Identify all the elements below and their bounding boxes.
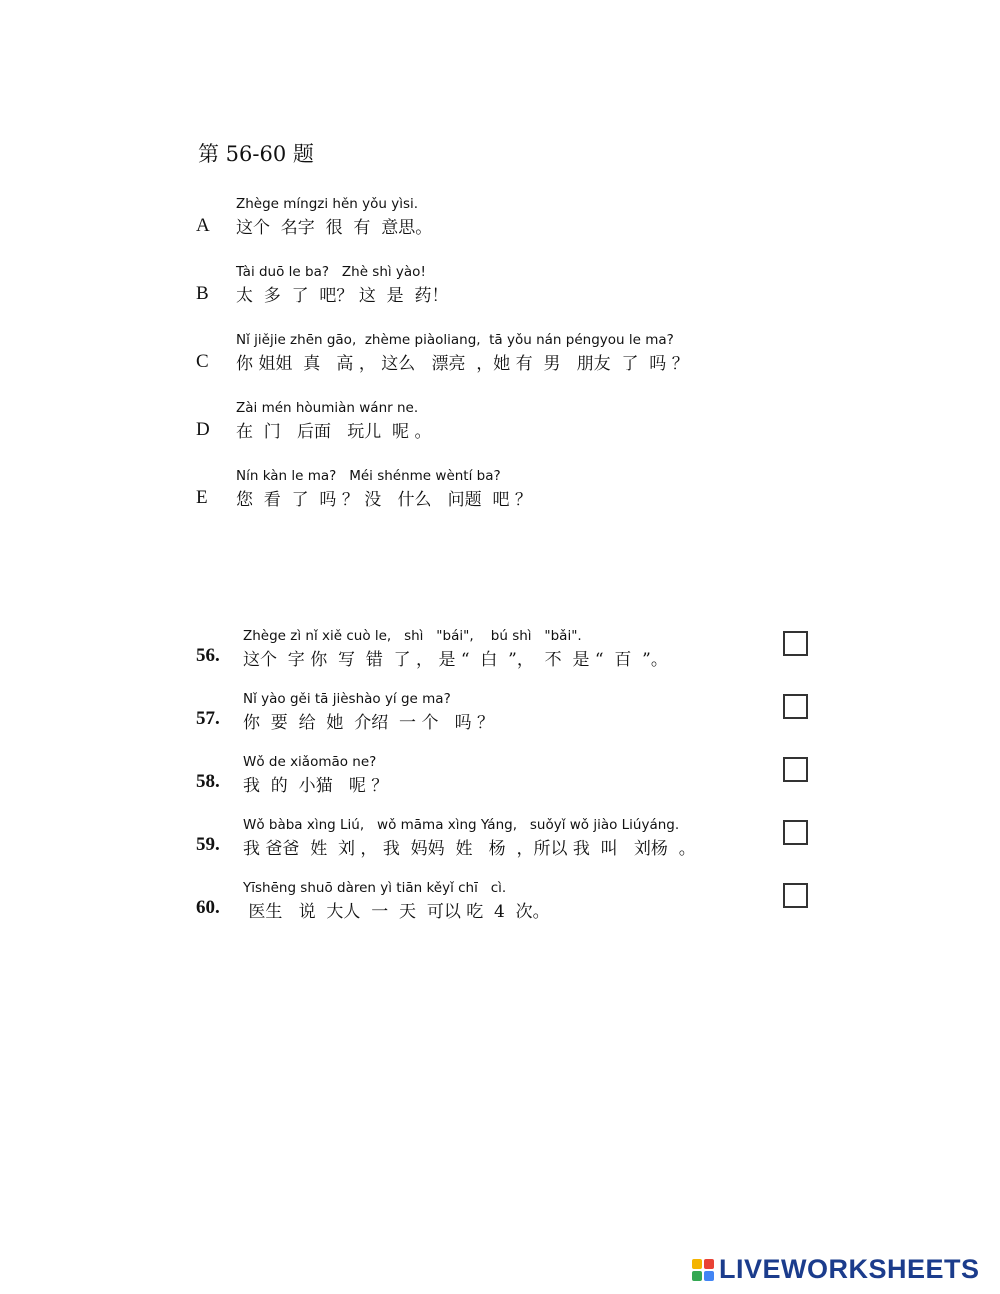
question-hanzi: 你 要 给 她 介绍 一 个 吗 ？ xyxy=(243,713,495,733)
option-hanzi: 太 多 了 吧？ 这 是 药！ xyxy=(236,286,449,306)
question-number: 56. xyxy=(196,645,220,666)
question-59 xyxy=(196,817,816,861)
option-pinyin: Zài mén hòumiàn wánr ne. xyxy=(236,400,419,416)
logo-square-3 xyxy=(692,1271,702,1281)
question-hanzi: 我 爸爸 姓 刘 ， 我 妈妈 姓 杨 ，所以 我 叫 刘杨 。 xyxy=(243,839,696,859)
option-letter: A xyxy=(196,215,210,236)
answer-box-56[interactable] xyxy=(783,631,808,656)
question-pinyin: Zhège zì nǐ xiě cuò le, shì "bái", bú shì "bǎi". xyxy=(243,628,582,644)
option-pinyin: Zhège míngzi hěn yǒu yìsi. xyxy=(236,196,419,212)
liveworksheets-logo-icon xyxy=(692,1259,714,1281)
question-57 xyxy=(196,691,816,735)
option-hanzi: 在 门 后面 玩儿 呢 。 xyxy=(236,422,432,442)
option-pinyin: Nǐ jiějie zhēn gāo, zhème piàoliang, tā yǒu nán péngyou le ma? xyxy=(236,332,674,348)
question-pinyin: Yīshēng shuō dàren yì tiān kěyǐ chī cì. xyxy=(243,880,507,896)
question-hanzi: 医生 说 大人 一 天 可以 吃 4 次。 xyxy=(243,902,550,922)
question-number: 57. xyxy=(196,708,220,729)
option-hanzi: 你 姐姐 真 高 ， 这么 漂亮 ，她 有 男 朋友 了 吗 ？ xyxy=(236,354,689,374)
answer-box-58[interactable] xyxy=(783,757,808,782)
logo-square-2 xyxy=(704,1259,714,1269)
option-letter: E xyxy=(196,487,208,508)
question-number: 58. xyxy=(196,771,220,792)
question-pinyin: Wǒ de xiǎomāo ne? xyxy=(243,754,377,770)
option-letter: C xyxy=(196,351,209,372)
logo-square-4 xyxy=(704,1271,714,1281)
section-title: 第 56-60 题 xyxy=(198,142,314,166)
question-56 xyxy=(196,628,816,672)
question-60 xyxy=(196,880,816,924)
question-58 xyxy=(196,754,816,798)
option-hanzi: 您 看 了 吗 ？ 没 什么 问题 吧 ？ xyxy=(236,490,532,510)
option-letter: B xyxy=(196,283,209,304)
question-number: 59. xyxy=(196,834,220,855)
question-hanzi: 这个 字 你 写 错 了 ， 是 “ 白 ”， 不 是 “ 百 ”。 xyxy=(243,650,668,670)
question-pinyin: Nǐ yào gěi tā jièshào yí ge ma? xyxy=(243,691,451,707)
question-hanzi: 我 的 小猫 呢 ？ xyxy=(243,776,389,796)
question-pinyin: Wǒ bàba xìng Liú, wǒ māma xìng Yáng, suǒyǐ wǒ jiào Liúyáng. xyxy=(243,817,680,833)
question-number: 60. xyxy=(196,897,220,918)
answer-box-59[interactable] xyxy=(783,820,808,845)
option-letter: D xyxy=(196,419,210,440)
answer-box-60[interactable] xyxy=(783,883,808,908)
option-hanzi: 这个 名字 很 有 意思。 xyxy=(236,218,433,238)
logo-text: LIVEWORKSHEETS xyxy=(719,1254,980,1284)
logo-square-1 xyxy=(692,1259,702,1269)
option-pinyin: Tài duō le ba? Zhè shì yào! xyxy=(236,264,426,280)
answer-box-57[interactable] xyxy=(783,694,808,719)
liveworksheets-logo xyxy=(692,1254,980,1285)
option-pinyin: Nín kàn le ma? Méi shénme wèntí ba? xyxy=(236,468,501,484)
